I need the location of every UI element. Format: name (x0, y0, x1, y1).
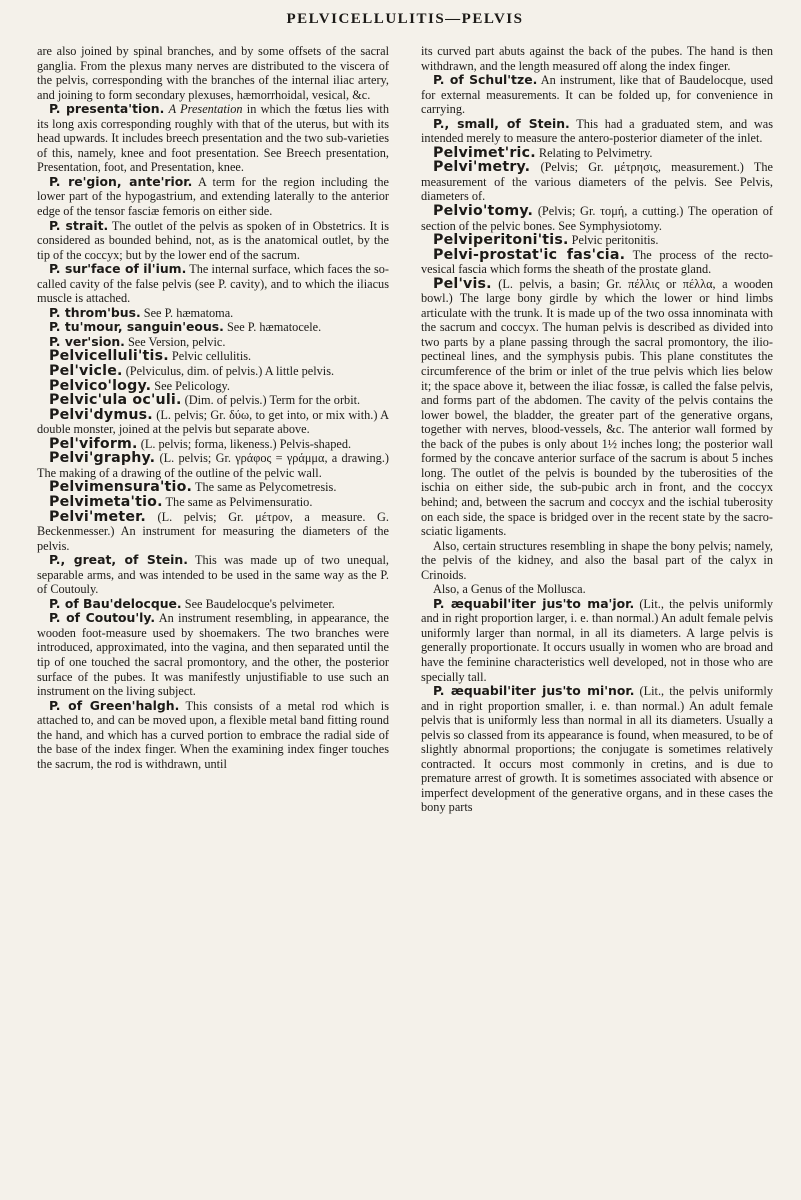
dictionary-entry (37, 495, 389, 510)
entry-text: An instrument, like that of Baudelocque, used for external measurements. It can be folded up, for convenience in carrying. (421, 73, 774, 117)
dictionary-entry (421, 277, 773, 539)
right-column (421, 44, 773, 815)
entry-headword: P. sur'face of il'ium. (49, 261, 187, 277)
entry-headword: P. throm'bus. (49, 304, 141, 320)
entry-text: (L. pelvis; forma, likeness.) Pelvis-shaped. (140, 436, 352, 451)
dictionary-entry (37, 102, 389, 175)
entry-text: A term for the region including the lower part of the hypogastrium, and extending laterally to the anterior edge of the tensor fasciæ femoris on either side. (37, 174, 389, 219)
text-columns (37, 44, 773, 815)
entry-text: This was made up of two unequal, separable arms, and was intended to be used in the same way as the P. of Coutouly. (37, 553, 389, 597)
dictionary-entry (37, 393, 389, 408)
entry-headword: Pelvio'tomy. (433, 203, 534, 220)
entry-text: (Lit., the pelvis uniformly and in right proportion larger, i. e. than normal.) An adult female pelvis uniformly larger than normal, in all its diameters. A large pelvis is generally proportionate. It occurs usually in women who are broad and have the feminine characteristics well developed, not in those who are specially tall. (421, 596, 773, 684)
entry-text: See Pelicology. (154, 378, 230, 393)
entry-continuation (37, 44, 389, 102)
dictionary-entry (37, 480, 389, 495)
entry-text: Also, certain structures resembling in shape the bony pelvis; namely, the pelvis of the kidney, and also the basal part of the calyx in Crinoids. (421, 538, 773, 582)
entry-text: (L. pelvis, a basin; Gr. πέλλις or πέλλα, a wooden bowl.) The large bony girdle by which the lower or hind limbs articulate with the trunk. It is made up of the two ossa innominata with the sacrum and coccyx. The human pelvis is described as divided into two parts by a plane passing through the sacral promontory, the ilio-pectineal lines, and the symphysis pubis. This plane constitutes the circumference of the brim or inlet of the true pelvis which lies below it; the space above it, between the iliac fossæ, is called the false pelvis, and forms part of the abdomen. The cavity of the pelvis contains the lower bowel, the bladder, the greater part of the generative organs, together with nerves, blood-vessels, &c. The anterior wall formed by the back of the pubes is only about 1½ inches long; the posterior wall formed by the concave anterior surface of the sacrum is about 5 inches long. The outlet of the pelvis is bounded by the tuberosities of the ischia on either side, the sub-pubic arch in front, and the coccyx behind; and, between the sacrum and coccyx and the ischial tuberosity on each side, the space is bridged over in the recent state by the sacro-sciatic ligaments. (421, 276, 773, 539)
entry-headword: P. ver'sion. (49, 333, 125, 349)
entry-headword: P. tu'mour, sanguin'eous. (49, 319, 224, 335)
entry-text: See P. hæmatocele. (226, 320, 322, 335)
entry-headword: P. æquabil'iter jus'to mi'nor. (433, 683, 635, 699)
entry-text: (Pelvis; Gr. τομή, a cutting.) The operation of section of the pelvic bones. See Symphysiotomy. (421, 204, 773, 233)
dictionary-entry (421, 684, 773, 815)
dictionary-entry (37, 451, 389, 480)
entry-text: This had a graduated stem, and was intended merely to measure the antero-posterior diameter of the inlet. (421, 116, 774, 146)
entry-headword: P. of Green'halgh. (49, 697, 180, 713)
dictionary-entry (37, 306, 389, 321)
entry-headword: Pelvic'ula oc'uli. (49, 392, 182, 409)
entry-text: Also, a Genus of the Mollusca. (433, 582, 586, 597)
entry-text: (L. pelvis; Gr. γράφος = γράμμα, a drawing.) The making of a drawing of the outline of the pelvic wall. (37, 451, 390, 480)
dictionary-entry (37, 364, 389, 379)
entry-headword: Pelvi'meter. (49, 508, 146, 525)
entry-continuation (421, 539, 773, 583)
dictionary-entry (421, 233, 773, 248)
dictionary-entry (37, 335, 389, 350)
entry-headword: Pelvimet'ric. (433, 144, 536, 161)
entry-text: The process of the recto-vesical fascia which forms the sheath of the prostate gland. (421, 247, 773, 277)
entry-headword: Pelvi-prostat'ic fas'cia. (433, 246, 626, 263)
entry-text: This consists of a metal rod which is attached to, and can be moved upon, a flexible metal band fitting round the hand, and which has a curved portion to embrace the radial side of the base of the index finger. When the examining index finger touches the sacrum, the rod is withdrawn, until (37, 698, 389, 771)
dictionary-entry (421, 117, 773, 146)
entry-text: See Baudelocque's pelvimeter. (184, 596, 335, 611)
entry-continuation (421, 44, 773, 73)
dictionary-entry (421, 597, 773, 684)
entry-text: are also joined by spinal branches, and by some offsets of the sacral ganglia. From the plexus many nerves are distributed to the viscera of the pelvis, corresponding with the branches of the internal iliac artery, and joining to form secondary plexuses, hæmorrhoidal, vesical, &c. (37, 44, 389, 102)
entry-headword: P. of Schul'tze. (433, 72, 538, 88)
entry-text: (L. pelvis; Gr. δύω, to get into, or mix with.) A double monster, joined at the pelvis but separate above. (37, 407, 389, 437)
dictionary-entry (37, 262, 389, 306)
entry-text: See Version, pelvic. (127, 334, 226, 349)
entry-headword: Pelvi'dymus. (49, 406, 153, 423)
dictionary-entry (37, 611, 389, 698)
entry-text: Relating to Pelvimetry. (538, 145, 653, 160)
dictionary-entry (421, 146, 773, 161)
dictionary-entry (421, 204, 773, 233)
entry-headword: P., small, of Stein. (433, 115, 570, 131)
entry-text: The same as Pelycometresis. (195, 480, 337, 495)
entry-headword: P. strait. (49, 217, 109, 233)
entry-text: in which the fœtus lies with its long axis corresponding roughly with that of the uterus, but with its head upwards. It includes breech presentation and the two sub-varieties of this, namely, knee and foot presentation. See Breech presentation, Presentation, foot, and Presentation, knee. (37, 102, 389, 175)
entry-text: (Pelvis; Gr. μέτρησις, measurement.) The measurement of the various diameters of the pelvis. See Pelvis, diameters of. (421, 160, 773, 204)
entry-headword: Pel'vis. (433, 275, 492, 292)
entry-headword: P. of Coutou'ly. (49, 610, 156, 626)
dictionary-entry (37, 437, 389, 452)
entry-text: An instrument resembling, in appearance, the wooden foot-measure used by shoemakers. The two branches were introduced, approximated, into the vagina, and then separated until the tip of one touched the sacral promontory, and the other, the posterior surface of the pubes. It was manifestly unjustifiable to use such an instrument on the living subject. (37, 611, 389, 699)
entry-text: its curved part abuts against the back of the pubes. The hand is then withdrawn, and the length measured off along the index finger. (421, 44, 773, 73)
dictionary-entry (37, 379, 389, 394)
entry-text: The outlet of the pelvis as spoken of in Obstetrics. It is considered as bounded behind, not, as is the anatomical outlet, by the tip of the coccyx; but by the lower end of the sacrum. (37, 218, 389, 262)
dictionary-entry (37, 699, 389, 772)
entry-headword: Pelvi'metry. (433, 159, 531, 176)
dictionary-entry (37, 553, 389, 597)
entry-headword: Pelvimeta'tio. (49, 493, 163, 510)
dictionary-entry (37, 320, 389, 335)
left-column (37, 44, 389, 815)
dictionary-entry (37, 510, 389, 554)
entry-headword: Pel'viform. (49, 435, 138, 452)
entry-headword: P. of Bau'delocque. (49, 595, 182, 611)
entry-crossref: A Presentation (168, 102, 243, 117)
entry-text: The same as Pelvimensuratio. (165, 494, 313, 509)
dictionary-entry (37, 597, 389, 612)
dictionary-entry (37, 349, 389, 364)
dictionary-entry (37, 408, 389, 437)
entry-text: The internal surface, which faces the so-called cavity of the false pelvis (see P. cavity), and to which the iliacus muscle is attached. (37, 262, 389, 306)
entry-headword: P. æquabil'iter jus'to ma'jor. (433, 595, 635, 611)
entry-headword: P. presenta'tion. (49, 101, 165, 117)
entry-headword: Pel'vicle. (49, 363, 123, 380)
entry-headword: Pelvico'logy. (49, 377, 152, 394)
dictionary-entry (37, 219, 389, 263)
entry-text: (L. pelvis; Gr. μέτρον, a measure. G. Beckenmesser.) An instrument for measuring the diameters of the pelvis. (37, 509, 390, 553)
entry-text: See P. hæmatoma. (143, 305, 234, 320)
entry-text: (Dim. of pelvis.) Term for the orbit. (184, 393, 361, 408)
dictionary-entry (421, 160, 773, 204)
entry-headword: Pelvimensura'tio. (49, 479, 193, 496)
dictionary-entry (421, 248, 773, 277)
entry-headword: Pelvicelluli'tis. (49, 348, 169, 365)
entry-headword: P. re'gion, ante'rior. (49, 173, 193, 189)
running-head: PELVICELLULITIS—PELVIS (286, 11, 524, 27)
dictionary-entry (421, 73, 773, 117)
entry-continuation (421, 582, 773, 597)
entry-text: Pelvic peritonitis. (571, 233, 659, 248)
entry-text: (Pelviculus, dim. of pelvis.) A little pelvis. (125, 364, 335, 379)
entry-headword: Pelvi'graphy. (49, 450, 156, 467)
dictionary-entry (37, 175, 389, 219)
entry-text: Pelvic cellulitis. (171, 349, 252, 364)
entry-headword: Pelviperitoni'tis. (433, 232, 569, 249)
entry-text: (Lit., the pelvis uniformly and in right proportion smaller, i. e. than normal.) An adult female pelvis that is uniformly less than normal in all its diameters. Usually a pelvis so classed from its appearance is found, when measured, to be of slightly abnormal proportions; the conjugate is sometimes relatively contracted. It occurs most commonly in cretins, and is due to premature arrest of growth. It is sometimes associated with absence or imperfect development of the generative organs, and in these cases the bony parts (421, 684, 773, 815)
entry-headword: P., great, of Stein. (49, 552, 188, 568)
